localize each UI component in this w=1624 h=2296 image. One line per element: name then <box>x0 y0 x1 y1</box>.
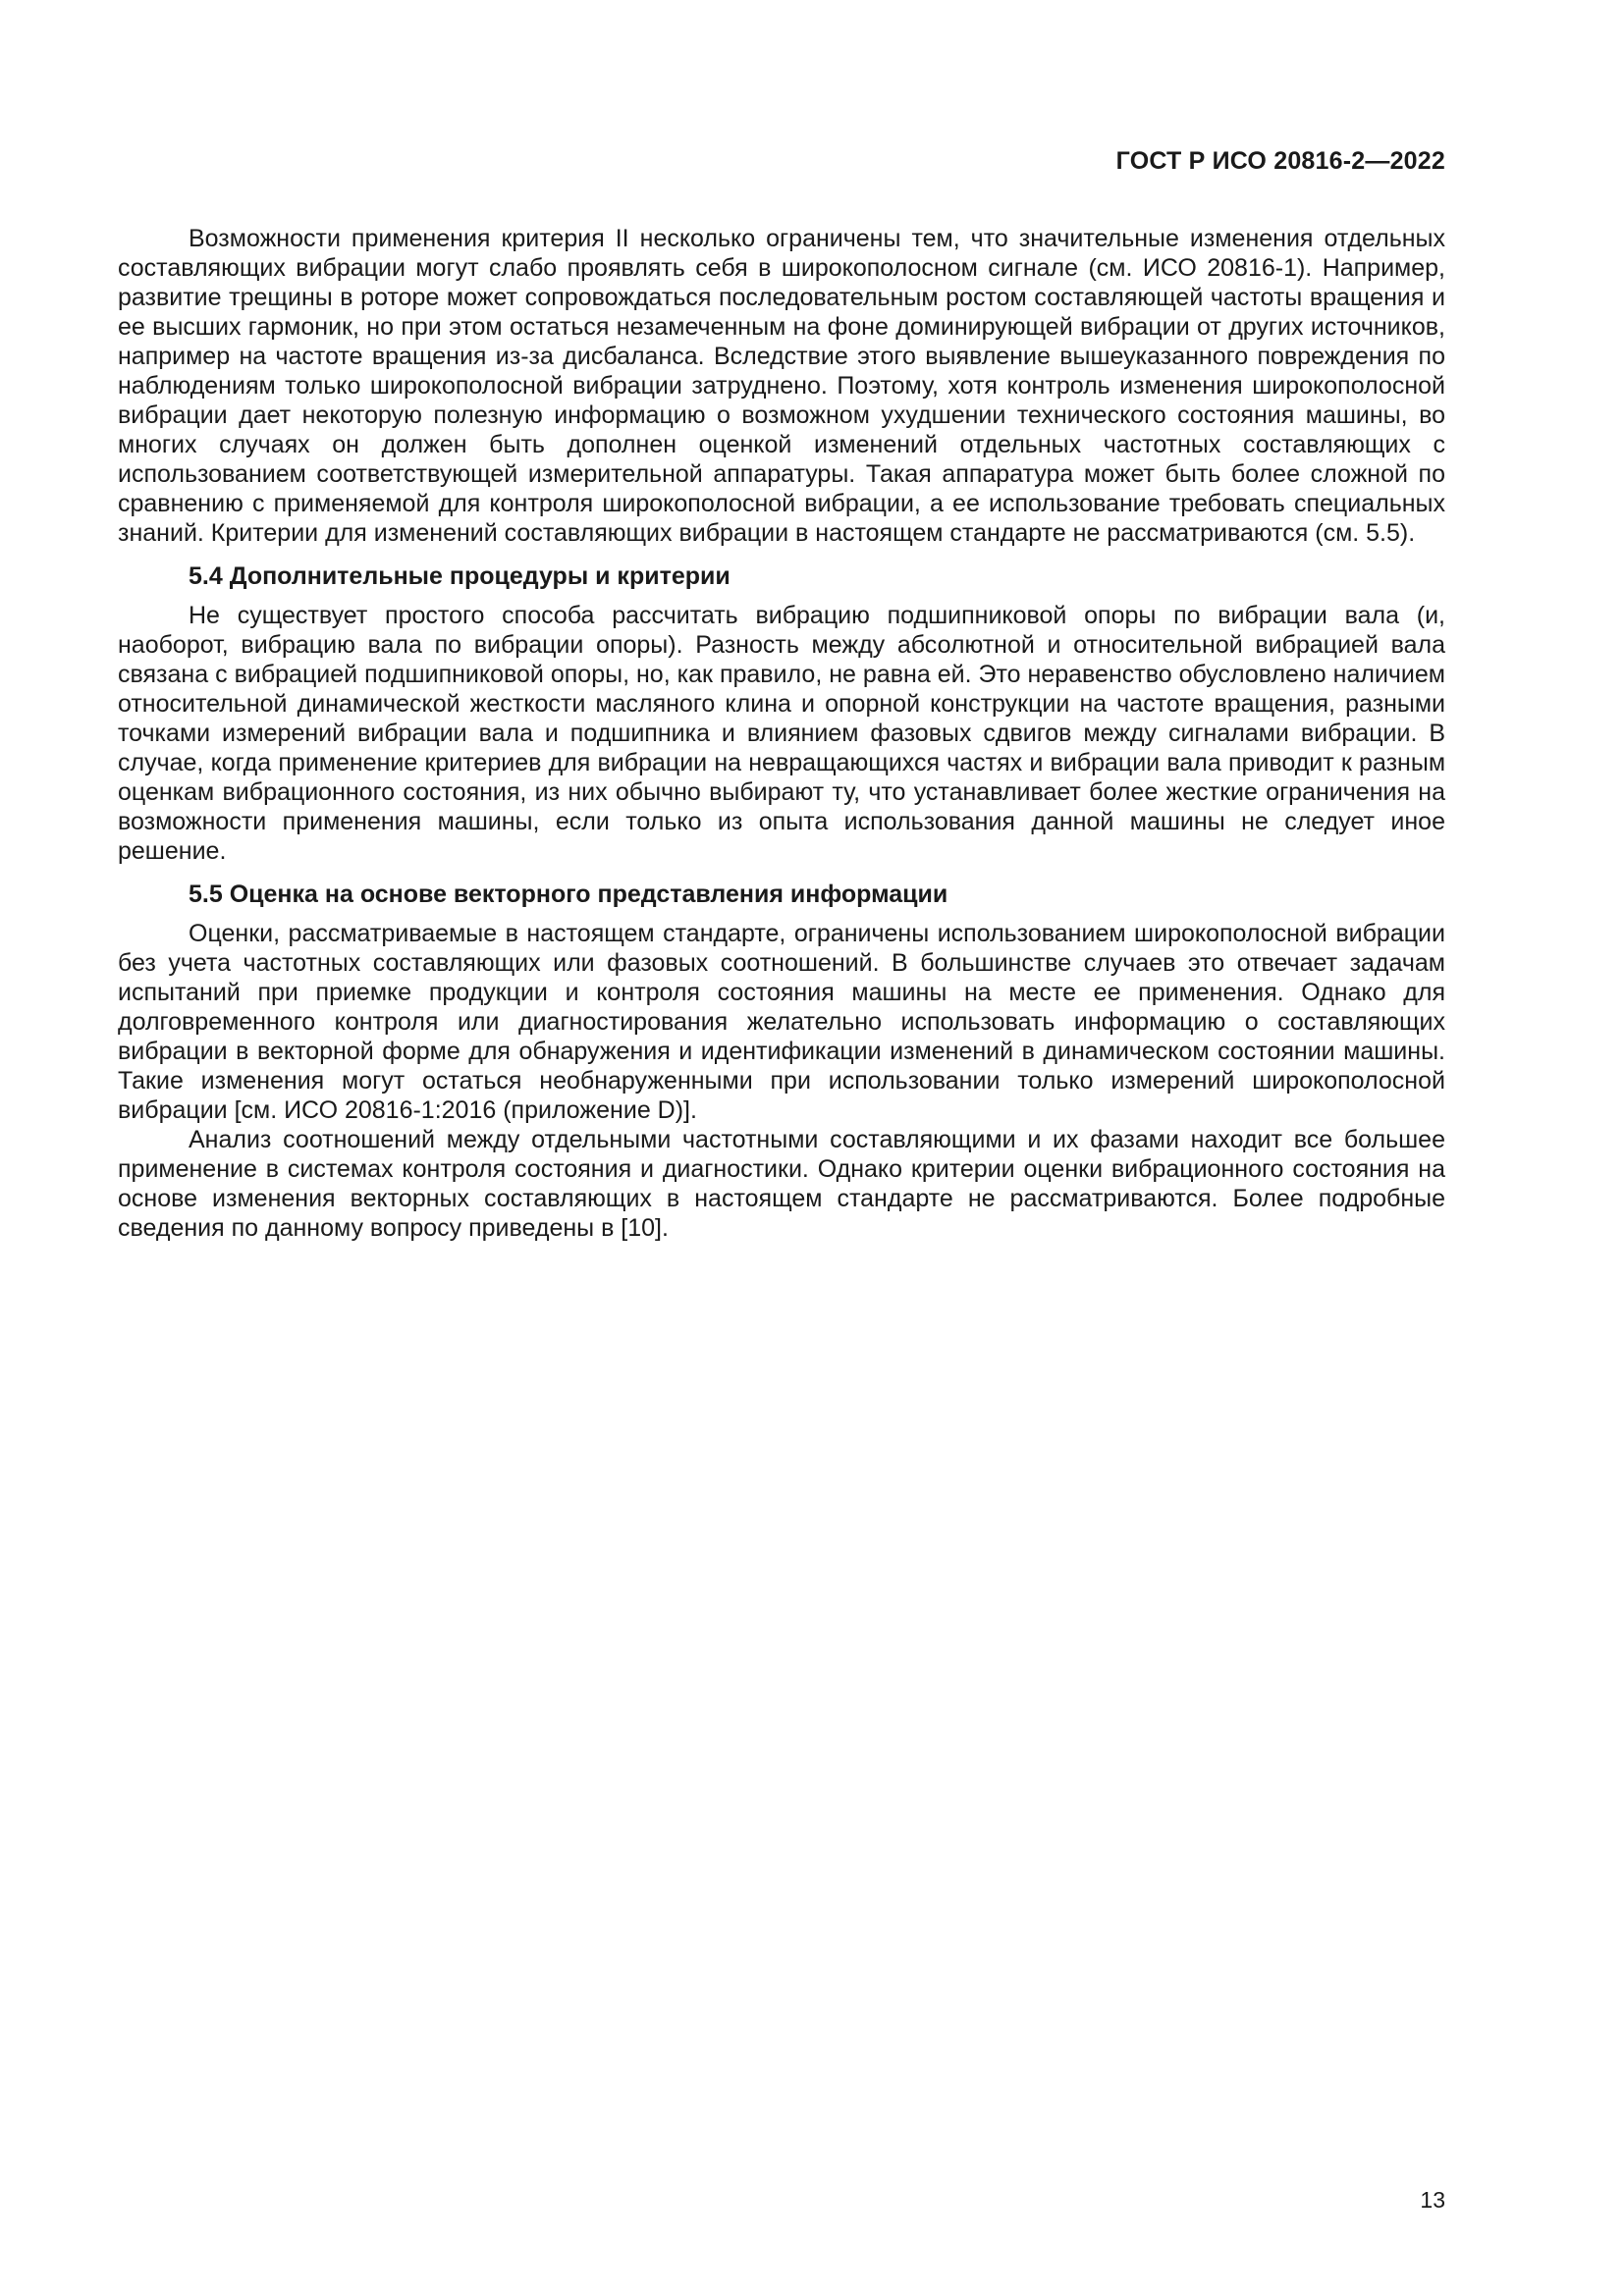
document-header: ГОСТ Р ИСО 20816-2—2022 <box>1115 147 1445 175</box>
paragraph-criterion-ii: Возможности применения критерия II несколько ограничены тем, что значительные изменения отдельных составляющих вибрации могут слабо проявлять себя в широкополосном сигнале (см. ИСО 20816-1). Например, развитие трещины в роторе может сопровождаться последовательным ростом составляющей частоты вращения и ее высших гармоник, но при этом остаться незамеченным на фоне доминирующей вибрации от других источников, например на частоте вращения из-за дисбаланса. Вследствие этого выявление вышеуказанного повреждения по наблюдениям только широкополосной вибрации затруднено. Поэтому, хотя контроль изменения широкополосной вибрации дает некоторую полезную информацию о возможном ухудшении технического состояния машины, во многих случаях он должен быть дополнен оценкой изменений отдельных частотных составляющих с использованием соответствующей измерительной аппаратуры. Такая аппаратура может быть более сложной по сравнению с применяемой для контроля широкополосной вибрации, а ее использование требовать специальных знаний. Критерии для изменений составляющих вибрации в настоящем стандарте не рассматриваются (см. 5.5). <box>118 225 1445 547</box>
paragraph-vector-evaluation: Оценки, рассматриваемые в настоящем стандарте, ограничены использованием широкополосной вибрации без учета частотных составляющих или фазовых соотношений. В большинстве случаев это отвечает задачам испытаний при приемке продукции и контроля состояния машины на месте ее применения. Однако для долговременного контроля или диагностирования желательно использовать информацию о составляющих вибрации в векторной форме для обнаружения и идентификации изменений в динамическом состоянии машины. Такие изменения могут остаться необнаруженными при использовании только измерений широкополосной вибрации [см. ИСО 20816-1:2016 (приложение D)]. <box>118 920 1445 1124</box>
paragraph-vector-analysis: Анализ соотношений между отдельными частотными составляющими и их фазами находит все большее применение в системах контроля состояния и диагностики. Однако критерии оценки вибрационного состояния на основе изменения векторных составляющих в настоящем стандарте не рассматриваются. Более подробные сведения по данному вопросу приведены в [10]. <box>118 1126 1445 1242</box>
document-body <box>118 224 1445 1243</box>
paragraph-additional-procedures: Не существует простого способа рассчитать вибрацию подшипниковой опоры по вибрации вала (и, наоборот, вибрацию вала по вибрации опоры). Разность между абсолютной и относительной вибрацией вала связана с вибрацией подшипниковой опоры, но, как правило, не равна ей. Это неравенство обусловлено наличием относительной динамической жесткости масляного клина и опорной конструкции на частоте вращения, разными точками измерений вибрации вала и подшипника и влиянием фазовых сдвигов между сигналами вибрации. В случае, когда применение критериев для вибрации на невращающихся частях и вибрации вала приводит к разным оценкам вибрационного состояния, из них обычно выбирают ту, что устанавливает более жесткие ограничения на возможности применения машины, если только из опыта использования данной машины не следует иное решение. <box>118 602 1445 865</box>
section-heading-5-4: 5.4 Дополнительные процедуры и критерии <box>189 562 731 590</box>
section-heading-5-5: 5.5 Оценка на основе векторного представления информации <box>189 881 948 908</box>
page-number: 13 <box>1420 2187 1445 2213</box>
